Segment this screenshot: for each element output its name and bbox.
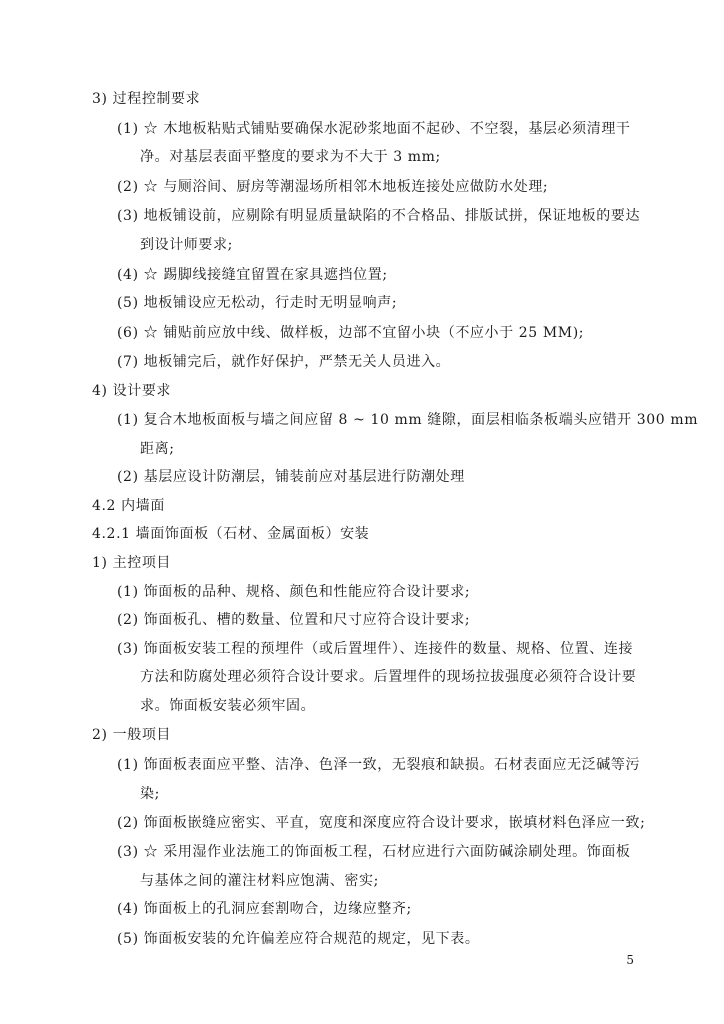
list-item: (2) 饰面板孔、槽的数量、位置和尺寸应符合设计要求; [117, 612, 471, 628]
section-heading: 3) 过程控制要求 [92, 91, 201, 107]
list-item-continuation: 与基体之间的灌注材料应饱满、密实; [140, 873, 379, 889]
list-item-continuation: 方法和防腐处理必须符合设计要求。后置埋件的现场拉拔强度必须符合设计要 [140, 669, 637, 685]
list-item: (3) 地板铺设前，应剔除有明显质量缺陷的不合格品、排版试拼，保证地板的要达 [117, 208, 641, 224]
list-item-continuation: 求。饰面板安装必须牢固。 [140, 698, 316, 714]
list-item: (1) 复合木地板面板与墙之间应留 8 ~ 10 mm 缝隙，面层相临条板端头应错开 300 mm [117, 412, 699, 428]
section-heading: 4.2.1 墙面饰面板（石材、金属面板）安装 [92, 526, 370, 542]
list-item: (6) ☆ 铺贴前应放中线、做样板，边部不宜留小块（不应小于 25 MM); [117, 325, 585, 341]
list-item-continuation: 净。对基层表面平整度的要求为不大于 3 mm; [140, 149, 441, 165]
list-item: (2) ☆ 与厕浴间、厨房等潮湿场所相邻木地板连接处应做防水处理; [117, 179, 549, 195]
list-item: (1) ☆ 木地板粘贴式铺贴要确保水泥砂浆地面不起砂、不空裂，基层必须清理干 [117, 121, 631, 137]
list-item: (4) ☆ 踢脚线接缝宜留置在家具遮挡位置; [117, 267, 388, 283]
list-item: (5) 地板铺设应无松动，行走时无明显响声; [117, 295, 398, 311]
section-heading: 1) 主控项目 [92, 555, 172, 571]
list-item: (3) 饰面板安装工程的预埋件（或后置埋件）、连接件的数量、规格、位置、连接 [117, 641, 634, 657]
list-item: (4) 饰面板上的孔洞应套割吻合，边缘应整齐; [117, 901, 412, 917]
list-item: (2) 基层应设计防潮层，铺装前应对基层进行防潮处理 [117, 469, 465, 485]
list-item-continuation: 到设计师要求; [140, 237, 233, 253]
list-item: (2) 饰面板嵌缝应密实、平直，宽度和深度应符合设计要求，嵌填材料色泽应一致; [117, 815, 646, 831]
section-heading: 4) 设计要求 [92, 383, 172, 399]
list-item: (1) 饰面板表面应平整、洁净、色泽一致，无裂痕和缺损。石材表面应无泛碱等污 [117, 757, 641, 773]
list-item: (5) 饰面板安装的允许偏差应符合规范的规定，见下表。 [117, 931, 480, 947]
page-number: 5 [626, 953, 634, 967]
section-heading: 4.2 内墙面 [92, 498, 165, 514]
list-item: (1) 饰面板的品种、规格、颜色和性能应符合设计要求; [117, 584, 471, 600]
list-item: (3) ☆ 采用湿作业法施工的饰面板工程，石材应进行六面防碱涂刷处理。饰面板 [117, 844, 631, 860]
section-heading: 2) 一般项目 [92, 727, 172, 743]
list-item-continuation: 染; [140, 786, 160, 802]
list-item: (7) 地板铺完后，就作好保护，严禁无关人员进入。 [117, 354, 451, 370]
list-item-continuation: 距离; [140, 441, 175, 457]
